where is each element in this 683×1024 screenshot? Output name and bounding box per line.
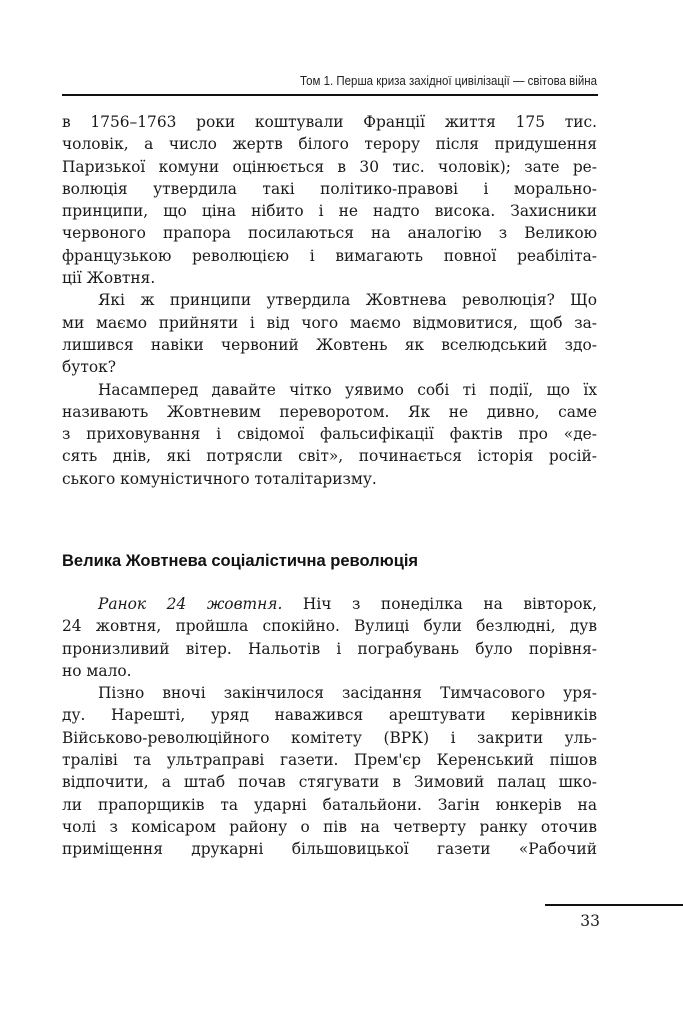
- text-line: чоловік, а число жертв білого терору після придушення: [62, 135, 597, 154]
- text-line: ду. Нарешті, уряд наважився арештувати керівників: [62, 706, 597, 725]
- text-line: з приховування і свідомої фальсифікації фактів про «де-: [62, 425, 597, 444]
- running-header: Том 1. Перша криза західної цивілізації — світова війна: [299, 74, 597, 88]
- text-line: пронизливий вітер. Нальотів і пограбувань було порівня-: [62, 639, 597, 658]
- text-line: Військово-революційного комітету (ВРК) і закрити уль-: [62, 728, 597, 747]
- text-line: Паризької комуни оцінюється в 30 тис. чоловік); зате ре-: [62, 157, 597, 176]
- paragraph-first-line: [62, 593, 597, 615]
- paragraph-first-line: Пізно вночі закінчилося засідання Тимчасового уря-: [98, 684, 597, 703]
- text-line: но мало.: [62, 661, 132, 680]
- text-line: буток?: [62, 358, 116, 377]
- text-line: ського комуністичного тоталітаризму.: [62, 469, 377, 488]
- text-line: лишився навіки червоний Жовтень як вселюдський здо-: [62, 335, 597, 354]
- text-line: приміщення друкарні більшовицької газети «Рабочий: [62, 840, 597, 859]
- text-line: принципи, що ціна нібито і не надто висока. Захисники: [62, 202, 597, 221]
- text-line: ції Жовтня.: [62, 269, 156, 288]
- lead-rest: Ніч з понеділка на вівторок,: [282, 595, 597, 613]
- page-number: 33: [580, 912, 600, 930]
- header-rule: [62, 94, 598, 96]
- body-text-bottom: [62, 593, 597, 861]
- italic-lead: Ранок 24 жовтня.: [98, 595, 283, 613]
- paragraph-first-line: Які ж принципи утвердила Жовтнева революція? Що: [98, 291, 597, 310]
- text-line: червоного прапора посилаються на аналогію з Великою: [62, 224, 597, 243]
- paragraph-first-line: Насамперед давайте чітко уявимо собі ті події, що їх: [98, 380, 597, 399]
- text-line: 24 жовтня, пройшла спокійно. Вулиці були безлюдні, дув: [62, 617, 597, 636]
- text-line: волюція утвердила такі політико-правові і морально-: [62, 179, 597, 198]
- text-line: відпочити, а штаб почав стягувати в Зимовий палац шко-: [62, 773, 597, 792]
- text-line: в 1756–1763 роки коштували Франції життя 175 тис.: [62, 113, 597, 131]
- text-line: називають Жовтневим переворотом. Як не дивно, саме: [62, 402, 597, 421]
- text-line: французькою революцією і вимагають повної реабіліта-: [62, 246, 597, 265]
- footer-rule: [545, 904, 683, 906]
- section-heading: Велика Жовтнева соціалістична революція: [62, 552, 419, 570]
- body-text-top: [62, 111, 597, 490]
- text-line: траліві та ультраправі газети. Прем'єр Керенський пішов: [62, 751, 597, 770]
- text-line: сять днів, які потрясли світ», починається історія росій-: [62, 447, 597, 466]
- text-line: чолі з комісаром району о пів на четверту ранку оточив: [62, 817, 597, 836]
- text-line: ли прапорщиків та ударні батальйони. Загін юнкерів на: [62, 795, 597, 814]
- text-line: ми маємо прийняти і від чого маємо відмовитися, щоб за-: [62, 313, 597, 332]
